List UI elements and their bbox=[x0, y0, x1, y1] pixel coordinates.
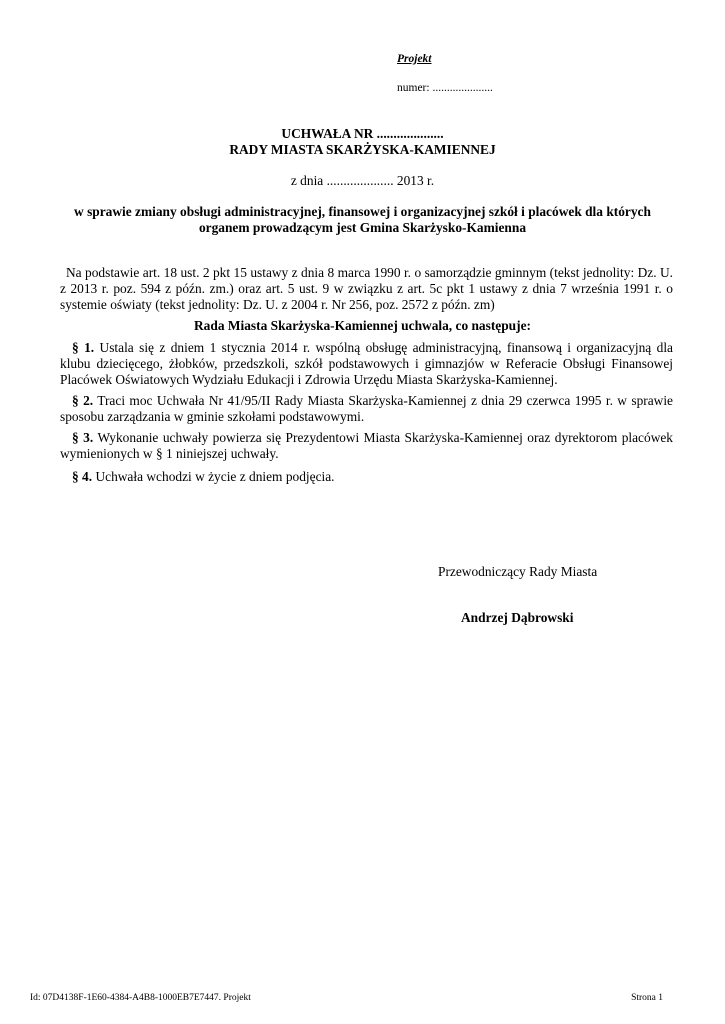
section-1 bbox=[60, 340, 673, 388]
resolution-title: UCHWAŁA NR .................... bbox=[281, 126, 444, 141]
section-mark: § 3. bbox=[72, 430, 94, 445]
footer-page-number: Strona 1 bbox=[631, 993, 663, 1003]
section-text: Wykonanie uchwały powierza się Prezydentowi Miasta Skarżyska-Kamiennej oraz dyrektorom placówek wymienionych w § 1 niniejszej uchwały. bbox=[60, 430, 674, 461]
section-2 bbox=[60, 393, 673, 425]
section-mark: § 4. bbox=[72, 469, 93, 484]
section-4 bbox=[60, 469, 673, 485]
legal-basis: Na podstawie art. 18 ust. 2 pkt 15 ustawy z dnia 8 marca 1990 r. o samorządzie gminnym (tekst jednolity: Dz. U. z 2013 r. poz. 594 z późn. zm.) oraz art. 5 ust. 9 w związku z art. 5c pkt 1 ustawy z dnia 7 września 1991 r. o systemie oświaty (tekst jednolity: Dz. U. z 2004 r. Nr 256, poz. 2572 z późn. zm) bbox=[60, 265, 673, 312]
section-text: Ustala się z dniem 1 stycznia 2014 r. wspólną obsługę administracyjną, finansową i organizacyjną dla klubu dziecięcego, żłobków, przedszkoli, szkół podstawowych i gimnazjów w Referacie Obsługi Finansowej Placówek Oświatowych Wydziału Edukacji i Zdrowia Urzędu Miasta Skarżyska-Kamiennej. bbox=[60, 340, 673, 387]
section-mark: § 1. bbox=[72, 340, 95, 355]
resolution-subject: w sprawie zmiany obsługi administracyjnej, finansowej i organizacyjnej szkół i placówek dla których organem prowadzącym jest Gmina Skarżysko-Kamienna bbox=[74, 204, 651, 235]
section-text: Traci moc Uchwała Nr 41/95/II Rady Miasta Skarżyska-Kamiennej z dnia 29 czerwca 1995 r. w sprawie sposobu zarządzania w gminie szkołami podstawowymi. bbox=[60, 393, 673, 424]
resolution-date: z dnia .................... 2013 r. bbox=[290, 173, 435, 188]
section-3 bbox=[60, 430, 673, 462]
council-name: RADY MIASTA SKARŻYSKA-KAMIENNEJ bbox=[229, 142, 496, 157]
section-mark: § 2. bbox=[72, 393, 94, 408]
resolves-heading: Rada Miasta Skarżyska-Kamiennej uchwala, co następuje: bbox=[194, 318, 531, 333]
signatory-role: Przewodniczący Rady Miasta bbox=[438, 564, 598, 579]
section-text: Uchwała wchodzi w życie z dniem podjęcia. bbox=[95, 469, 335, 484]
document-number-field: numer: ..................... bbox=[397, 82, 493, 94]
footer-document-id: Id: 07D4138F-1E60-4384-A4B8-1000EB7E7447. Projekt bbox=[30, 993, 251, 1003]
signatory-name: Andrzej Dąbrowski bbox=[461, 610, 574, 625]
projekt-label: Projekt bbox=[397, 53, 432, 65]
